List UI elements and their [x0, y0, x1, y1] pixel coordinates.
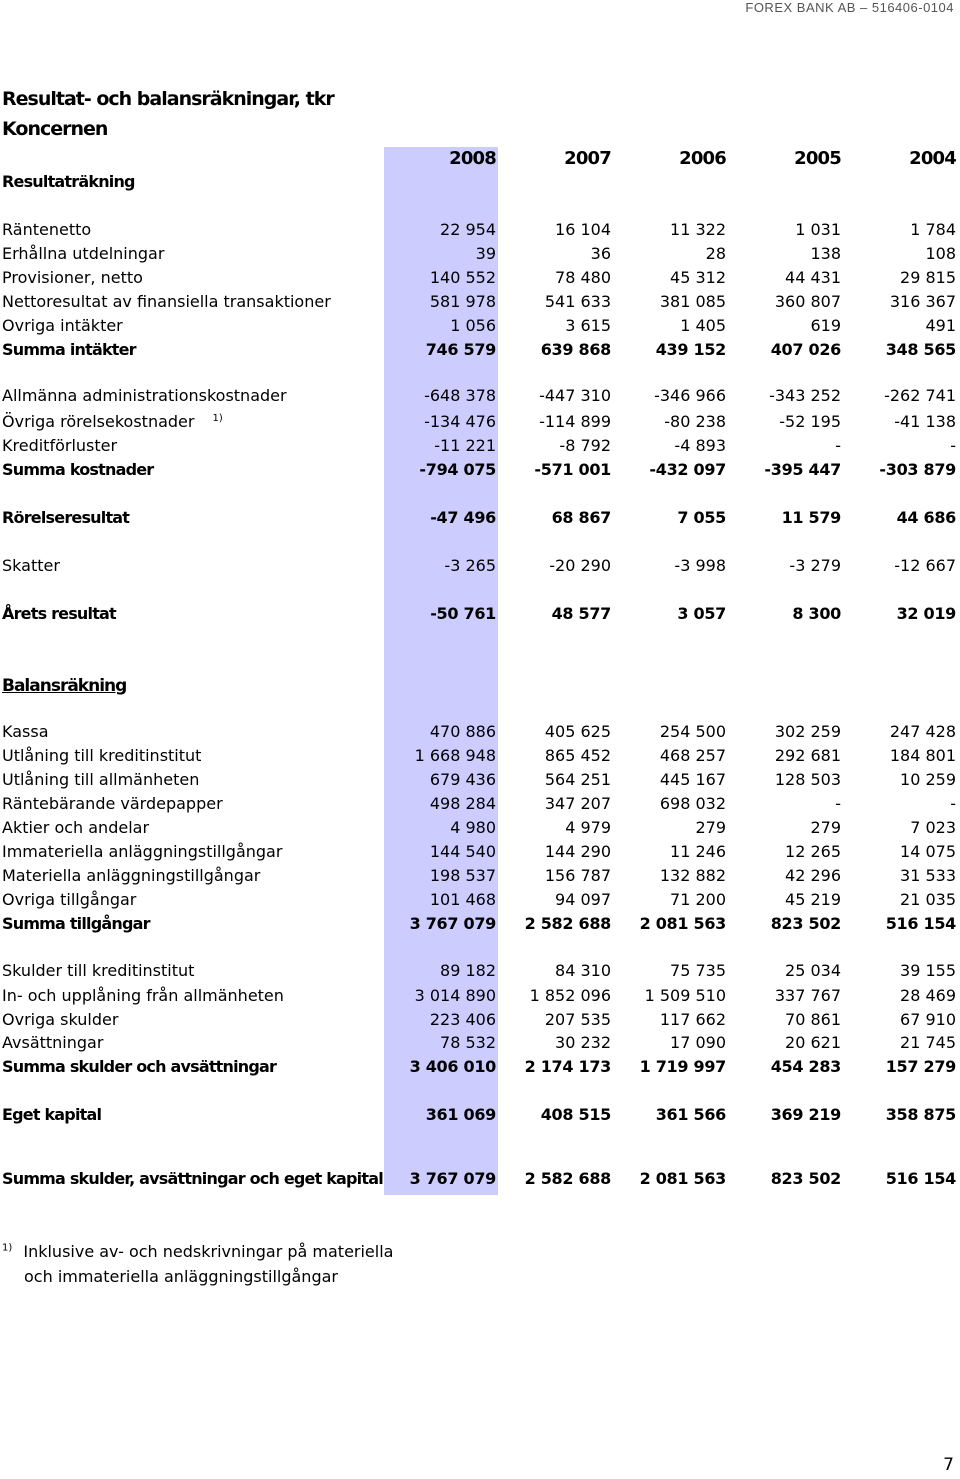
- cell-2007: -114 899: [539, 412, 611, 431]
- table-row: [0, 890, 960, 912]
- cell-2008: -648 378: [424, 386, 496, 405]
- cell-2004: 157 279: [885, 1057, 956, 1076]
- cell-2006: -346 966: [654, 386, 726, 405]
- cell-2008: -50 761: [430, 604, 496, 623]
- cell-2007: 16 104: [555, 220, 611, 239]
- cell-2004: 29 815: [900, 268, 956, 287]
- footnote-text-1: Inklusive av- och nedskrivningar på materiella: [23, 1242, 394, 1261]
- row-label: Allmänna administrationskostnader: [2, 386, 287, 405]
- cell-2006: -80 238: [664, 412, 726, 431]
- cell-2004: 28 469: [900, 986, 956, 1005]
- row-label: Erhållna utdelningar: [2, 244, 165, 263]
- page-title: Resultat- och balansräkningar, tkr: [2, 88, 334, 110]
- cell-2004: 32 019: [896, 604, 956, 623]
- cell-2006: 117 662: [659, 1010, 726, 1029]
- footnote-marker: 1): [2, 1242, 13, 1254]
- cell-2007: 564 251: [544, 770, 611, 789]
- cell-2006: 45 312: [670, 268, 726, 287]
- row-label: Aktier och andelar: [2, 818, 150, 837]
- row-label: Materiella anläggningstillgångar: [2, 866, 261, 885]
- cell-2005: 138: [810, 244, 841, 263]
- row-label: Nettoresultat av finansiella transaktioner: [2, 292, 331, 311]
- cell-2006: 445 167: [659, 770, 726, 789]
- cell-2004: -12 667: [894, 556, 956, 575]
- cell-2004: 1 784: [910, 220, 956, 239]
- year-2007: 2007: [564, 148, 611, 169]
- table-row: [0, 1010, 960, 1032]
- table-row: [0, 292, 960, 314]
- cell-2007: 3 615: [565, 316, 611, 335]
- cell-2005: 337 767: [774, 986, 841, 1005]
- cell-2005: 20 621: [785, 1033, 841, 1052]
- cell-2007: -571 001: [534, 460, 611, 479]
- cell-2005: 128 503: [774, 770, 841, 789]
- cell-2005: 823 502: [770, 914, 841, 933]
- row-label: Ovriga tillgångar: [2, 890, 137, 909]
- cell-2007: 347 207: [544, 794, 611, 813]
- cell-2005: 42 296: [785, 866, 841, 885]
- cell-2008: 470 886: [429, 722, 496, 741]
- cell-2008: -794 075: [419, 460, 496, 479]
- cell-2007: 4 979: [565, 818, 611, 837]
- cell-2007: 408 515: [540, 1105, 611, 1124]
- cell-2006: 7 055: [677, 508, 726, 527]
- cell-2004: 108: [925, 244, 956, 263]
- cell-2007: 144 290: [544, 842, 611, 861]
- cell-2004: 491: [925, 316, 956, 335]
- cell-2004: -: [950, 436, 956, 455]
- cell-2007: 639 868: [540, 340, 611, 359]
- row-label: Räntenetto: [2, 220, 92, 239]
- table-row: [0, 746, 960, 768]
- table-row: [0, 986, 960, 1008]
- row-label: Utlåning till allmänheten: [2, 770, 200, 789]
- cell-2005: -52 195: [779, 412, 841, 431]
- cell-2008: 581 978: [429, 292, 496, 311]
- cell-2006: 1 405: [680, 316, 726, 335]
- cell-2008: 4 980: [450, 818, 496, 837]
- cell-2006: 71 200: [670, 890, 726, 909]
- table-row: [0, 386, 960, 408]
- total-row: [0, 340, 960, 362]
- cell-2007: 2 174 173: [524, 1057, 611, 1076]
- year-2008: 2008: [449, 148, 496, 169]
- cell-2005: 823 502: [770, 1169, 841, 1188]
- total-row: [0, 1057, 960, 1079]
- cell-2005: 8 300: [792, 604, 841, 623]
- table-row: [0, 556, 960, 578]
- cell-2004: 21 745: [900, 1033, 956, 1052]
- page-subtitle: Koncernen: [2, 118, 108, 140]
- cell-2006: 2 081 563: [639, 1169, 726, 1188]
- cell-2007: 30 232: [555, 1033, 611, 1052]
- cell-2006: 279: [695, 818, 726, 837]
- cell-2005: 292 681: [774, 746, 841, 765]
- row-label: Kreditförluster: [2, 436, 118, 455]
- cell-2005: 1 031: [795, 220, 841, 239]
- total-row: [0, 460, 960, 482]
- cell-2006: 254 500: [659, 722, 726, 741]
- cell-2008: 1 056: [450, 316, 496, 335]
- cell-2005: 45 219: [785, 890, 841, 909]
- table-row: [0, 842, 960, 864]
- row-label: Skatter: [2, 556, 60, 575]
- cell-2006: 2 081 563: [639, 914, 726, 933]
- cell-2004: 247 428: [889, 722, 956, 741]
- cell-2006: 11 322: [670, 220, 726, 239]
- cell-2007: 207 535: [544, 1010, 611, 1029]
- cell-2008: 140 552: [429, 268, 496, 287]
- cell-2007: 2 582 688: [524, 1169, 611, 1188]
- cell-2008: 1 668 948: [414, 746, 496, 765]
- cell-2004: 7 023: [910, 818, 956, 837]
- table-row: [0, 818, 960, 840]
- cell-2004: 184 801: [889, 746, 956, 765]
- year-header-row: [0, 148, 960, 170]
- row-label: In- och upplåning från allmänheten: [2, 986, 284, 1005]
- cell-2008: 144 540: [429, 842, 496, 861]
- cell-2005: 360 807: [774, 292, 841, 311]
- row-label: Summa kostnader: [2, 460, 154, 479]
- income-heading-row: [0, 172, 960, 194]
- row-label: Provisioner, netto: [2, 268, 143, 287]
- cell-2006: 11 246: [670, 842, 726, 861]
- cell-2006: 698 032: [659, 794, 726, 813]
- page-number: 7: [943, 1455, 954, 1475]
- cell-2004: 348 565: [885, 340, 956, 359]
- cell-2005: 302 259: [774, 722, 841, 741]
- table-row: [0, 244, 960, 266]
- balance-heading: Balansräkning: [2, 676, 127, 696]
- table-row: [0, 316, 960, 338]
- cell-2006: -432 097: [649, 460, 726, 479]
- cell-2005: 407 026: [770, 340, 841, 359]
- table-row: [0, 722, 960, 744]
- row-label: [2, 412, 223, 431]
- cell-2008: 78 532: [440, 1033, 496, 1052]
- cell-2004: -303 879: [879, 460, 956, 479]
- cell-2004: 39 155: [900, 961, 956, 980]
- cell-2005: 12 265: [785, 842, 841, 861]
- cell-2005: -: [835, 436, 841, 455]
- company-header: FOREX BANK AB – 516406-0104: [745, 0, 954, 15]
- row-label-text: Övriga rörelsekostnader: [2, 412, 195, 431]
- cell-2004: 44 686: [896, 508, 956, 527]
- cell-2006: 3 057: [677, 604, 726, 623]
- cell-2007: 2 582 688: [524, 914, 611, 933]
- cell-2008: 89 182: [440, 961, 496, 980]
- cell-2005: -3 279: [789, 556, 841, 575]
- table-row: [0, 961, 960, 983]
- footnote-marker: 1): [212, 412, 223, 424]
- cell-2004: 516 154: [885, 914, 956, 933]
- cell-2004: 10 259: [900, 770, 956, 789]
- cell-2006: 439 152: [655, 340, 726, 359]
- cell-2006: 381 085: [659, 292, 726, 311]
- row-label: Rörelseresultat: [2, 508, 130, 527]
- table-row: [0, 412, 960, 434]
- cell-2006: 361 566: [655, 1105, 726, 1124]
- cell-2008: -11 221: [434, 436, 496, 455]
- income-heading: Resultaträkning: [2, 172, 135, 191]
- cell-2004: -262 741: [884, 386, 956, 405]
- row-label: Summa intäkter: [2, 340, 136, 359]
- cell-2004: 21 035: [900, 890, 956, 909]
- total-row: [0, 1169, 960, 1191]
- cell-2005: 25 034: [785, 961, 841, 980]
- cell-2004: 31 533: [900, 866, 956, 885]
- cell-2005: -343 252: [769, 386, 841, 405]
- row-label: Ovriga skulder: [2, 1010, 119, 1029]
- cell-2008: 3 406 010: [409, 1057, 496, 1076]
- row-label: Ovriga intäkter: [2, 316, 123, 335]
- cell-2008: 223 406: [429, 1010, 496, 1029]
- row-label: Årets resultat: [2, 604, 116, 623]
- cell-2004: -: [950, 794, 956, 813]
- cell-2004: -41 138: [894, 412, 956, 431]
- cell-2007: 1 852 096: [529, 986, 611, 1005]
- row-label: Utlåning till kreditinstitut: [2, 746, 202, 765]
- row-label: Kassa: [2, 722, 49, 741]
- row-label: Avsättningar: [2, 1033, 104, 1052]
- row-label: Räntebärande värdepapper: [2, 794, 223, 813]
- cell-2004: 14 075: [900, 842, 956, 861]
- cell-2006: 132 882: [659, 866, 726, 885]
- cell-2005: 454 283: [770, 1057, 841, 1076]
- total-row: [0, 1105, 960, 1127]
- cell-2007: 78 480: [555, 268, 611, 287]
- cell-2006: -4 893: [674, 436, 726, 455]
- cell-2007: -8 792: [559, 436, 611, 455]
- cell-2005: 44 431: [785, 268, 841, 287]
- cell-2008: -3 265: [444, 556, 496, 575]
- year-2006: 2006: [679, 148, 726, 169]
- year-2004: 2004: [909, 148, 956, 169]
- cell-2006: 1 509 510: [644, 986, 726, 1005]
- cell-2007: -447 310: [539, 386, 611, 405]
- cell-2008: 498 284: [429, 794, 496, 813]
- row-label: Skulder till kreditinstitut: [2, 961, 195, 980]
- table-row: [0, 794, 960, 816]
- row-label: Immateriella anläggningstillgångar: [2, 842, 283, 861]
- cell-2008: 3 767 079: [409, 914, 496, 933]
- cell-2007: 68 867: [551, 508, 611, 527]
- cell-2007: 156 787: [544, 866, 611, 885]
- footnote-text-2: och immateriella anläggningstillgångar: [24, 1267, 338, 1286]
- cell-2008: 198 537: [429, 866, 496, 885]
- cell-2004: 358 875: [885, 1105, 956, 1124]
- row-label: Eget kapital: [2, 1105, 102, 1124]
- cell-2007: 865 452: [544, 746, 611, 765]
- cell-2008: 746 579: [425, 340, 496, 359]
- cell-2008: -47 496: [430, 508, 496, 527]
- footnote-line-1: [2, 1242, 393, 1261]
- cell-2006: 1 719 997: [639, 1057, 726, 1076]
- cell-2006: 28: [705, 244, 726, 263]
- row-label: Summa skulder och avsättningar: [2, 1057, 277, 1076]
- total-row: [0, 604, 960, 626]
- cell-2008: 101 468: [429, 890, 496, 909]
- cell-2005: -395 447: [764, 460, 841, 479]
- cell-2008: 679 436: [429, 770, 496, 789]
- cell-2007: -20 290: [549, 556, 611, 575]
- cell-2004: 316 367: [889, 292, 956, 311]
- cell-2006: 75 735: [670, 961, 726, 980]
- cell-2006: 468 257: [659, 746, 726, 765]
- row-label: Summa tillgångar: [2, 914, 150, 933]
- total-row: [0, 914, 960, 936]
- cell-2007: 94 097: [555, 890, 611, 909]
- year-2005: 2005: [794, 148, 841, 169]
- cell-2005: 279: [810, 818, 841, 837]
- table-row: [0, 220, 960, 242]
- table-row: [0, 770, 960, 792]
- cell-2005: 70 861: [785, 1010, 841, 1029]
- cell-2006: -3 998: [674, 556, 726, 575]
- table-row: [0, 268, 960, 290]
- cell-2007: 36: [590, 244, 611, 263]
- total-row: [0, 508, 960, 530]
- table-row: [0, 866, 960, 888]
- cell-2008: 22 954: [440, 220, 496, 239]
- cell-2005: 11 579: [781, 508, 841, 527]
- cell-2005: -: [835, 794, 841, 813]
- cell-2004: 516 154: [885, 1169, 956, 1188]
- cell-2008: 3 767 079: [409, 1169, 496, 1188]
- cell-2007: 48 577: [551, 604, 611, 623]
- table-row: [0, 1033, 960, 1055]
- cell-2004: 67 910: [900, 1010, 956, 1029]
- row-label: Summa skulder, avsättningar och eget kapital: [2, 1169, 383, 1188]
- table-row: [0, 436, 960, 458]
- cell-2005: 369 219: [770, 1105, 841, 1124]
- cell-2008: 39: [475, 244, 496, 263]
- cell-2005: 619: [810, 316, 841, 335]
- cell-2008: 361 069: [425, 1105, 496, 1124]
- cell-2007: 84 310: [555, 961, 611, 980]
- cell-2007: 541 633: [544, 292, 611, 311]
- cell-2008: -134 476: [424, 412, 496, 431]
- cell-2007: 405 625: [544, 722, 611, 741]
- cell-2008: 3 014 890: [414, 986, 496, 1005]
- cell-2006: 17 090: [670, 1033, 726, 1052]
